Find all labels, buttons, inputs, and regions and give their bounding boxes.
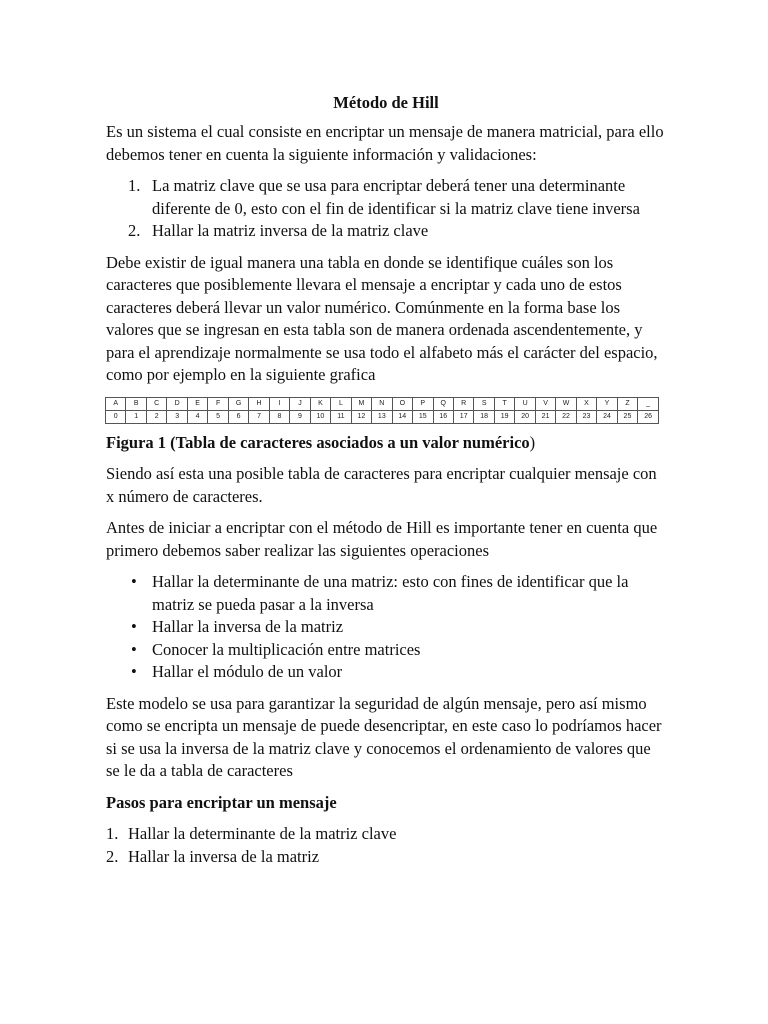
list-item-text: Hallar la determinante de una matriz: esto con fines de identificar que la matriz se pueda pasar a la inversa: [152, 572, 629, 614]
table-cell-letter: R: [453, 397, 473, 410]
document-title: Método de Hill: [333, 93, 439, 112]
table-cell-value: 1: [126, 410, 146, 423]
table-cell-value: 6: [228, 410, 248, 423]
table-cell-value: 21: [535, 410, 555, 423]
operations-list: [106, 571, 666, 684]
table-cell-letter: L: [331, 397, 351, 410]
list-item-text: Hallar la determinante de la matriz clave: [128, 824, 397, 843]
list-item: [106, 639, 666, 662]
table-cell-letter: _: [638, 397, 659, 410]
table-cell-letter: X: [576, 397, 596, 410]
table-cell-letter: O: [392, 397, 412, 410]
steps-heading: Pasos para encriptar un mensaje: [106, 792, 337, 812]
steps-list: [106, 823, 666, 868]
letters-row: [106, 397, 659, 410]
list-item-text: Hallar la inversa de la matriz: [128, 846, 320, 866]
list-item: [106, 661, 666, 684]
list-item: [106, 823, 666, 846]
table-cell-value: 14: [392, 410, 412, 423]
table-cell-value: 8: [269, 410, 289, 423]
list-item: [106, 220, 666, 243]
table-description-paragraph: Debe existir de igual manera una tabla en donde se identifique cuáles son los caracteres que posiblemente llevara el mensaje a encriptar y cada uno de estos caracteres deberá llevar un valor numérico. Comúnmente en la forma base los valores que se ingresan en esta tabla son de manera ordenada ascendentemente, y para el aprendizaje normalmente se usa todo el alfabeto más el carácter del espacio, como por ejemplo en la siguiente grafica: [106, 252, 658, 384]
bullet: •: [131, 662, 137, 681]
table-cell-letter: M: [351, 397, 371, 410]
table-cell-letter: C: [146, 397, 166, 410]
table-cell-letter: G: [228, 397, 248, 410]
table-cell-letter: K: [310, 397, 330, 410]
table-cell-letter: U: [515, 397, 535, 410]
values-row: [106, 410, 659, 423]
table-cell-value: 15: [413, 410, 433, 423]
table-cell-value: 12: [351, 410, 371, 423]
table-cell-value: 26: [638, 410, 659, 423]
table-cell-value: 5: [208, 410, 228, 423]
table-cell-value: 9: [290, 410, 310, 423]
table-cell-letter: V: [535, 397, 555, 410]
table-cell-value: 0: [106, 410, 126, 423]
list-item-text: Hallar el módulo de un valor: [152, 662, 343, 681]
security-paragraph: Este modelo se usa para garantizar la seguridad de algún mensaje, pero así mismo como se encripta un mensaje de puede desencriptar, en este caso lo podríamos hacer si se usa la inversa de la matriz clave y conocemos el ordenamiento de valores que se le da a tabla de caracteres: [106, 693, 662, 780]
list-number: 2.: [106, 846, 119, 866]
table-cell-letter: E: [187, 397, 207, 410]
table-cell-value: 19: [494, 410, 514, 423]
validations-list: [106, 175, 666, 243]
bullet: •: [131, 617, 137, 636]
table-cell-letter: H: [249, 397, 269, 410]
list-item-text: Conocer la multiplicación entre matrices: [152, 639, 421, 659]
table-cell-value: 25: [617, 410, 637, 423]
list-number: 1.: [128, 176, 141, 195]
table-cell-value: 10: [310, 410, 330, 423]
table-cell-letter: F: [208, 397, 228, 410]
table-cell-value: 7: [249, 410, 269, 423]
list-item: [106, 846, 666, 869]
list-number: 2.: [128, 221, 141, 240]
table-cell-value: 3: [167, 410, 187, 423]
after-figure-paragraph: Siendo así esta una posible tabla de caracteres para encriptar cualquier mensaje con x número de caracteres.: [106, 464, 657, 506]
list-item-text: La matriz clave que se usa para encriptar deberá tener una determinante diferente de 0, esto con el fin de identificar si la matriz clave tiene inversa: [152, 176, 640, 218]
list-item-text: Hallar la matriz inversa de la matriz clave: [152, 221, 429, 240]
table-cell-letter: Y: [597, 397, 617, 410]
table-cell-letter: D: [167, 397, 187, 410]
table-cell-letter: J: [290, 397, 310, 410]
table-cell-letter: Z: [617, 397, 637, 410]
list-item: [106, 571, 666, 616]
document-body: [106, 92, 666, 877]
table-cell-letter: Q: [433, 397, 453, 410]
table-cell-letter: A: [106, 397, 126, 410]
figure-text: (Tabla de caracteres asociados a un valor numérico: [170, 432, 530, 452]
table-cell-letter: N: [372, 397, 392, 410]
table-cell-value: 13: [372, 410, 392, 423]
table-cell-value: 2: [146, 410, 166, 423]
table-cell-value: 16: [433, 410, 453, 423]
table-cell-value: 20: [515, 410, 535, 423]
table-cell-letter: S: [474, 397, 494, 410]
list-item: [106, 616, 666, 639]
figure-close: ): [529, 432, 536, 452]
table-cell-value: 23: [576, 410, 596, 423]
list-item: [106, 175, 666, 220]
table-cell-value: 11: [331, 410, 351, 423]
figure-label: Figura 1: [106, 432, 167, 452]
table-cell-value: 4: [187, 410, 207, 423]
table-cell-value: 24: [597, 410, 617, 423]
table-cell-value: 18: [474, 410, 494, 423]
table-cell-value: 22: [556, 410, 576, 423]
list-item-text: Hallar la inversa de la matriz: [152, 617, 344, 636]
bullet: •: [131, 572, 137, 591]
table-cell-value: 17: [453, 410, 473, 423]
before-operations-paragraph: Antes de iniciar a encriptar con el método de Hill es importante tener en cuenta que primero debemos saber realizar las siguientes operaciones: [106, 518, 658, 560]
table-cell-letter: I: [269, 397, 289, 410]
character-value-table: [105, 397, 659, 424]
table-cell-letter: T: [494, 397, 514, 410]
list-number: 1.: [106, 824, 119, 843]
table-cell-letter: W: [556, 397, 576, 410]
intro-paragraph: Es un sistema el cual consiste en encriptar un mensaje de manera matricial, para ello debemos tener en cuenta la siguiente información y validaciones:: [106, 122, 664, 164]
table-cell-letter: P: [413, 397, 433, 410]
bullet: •: [131, 639, 137, 659]
figure-caption: [106, 432, 666, 455]
table-cell-letter: B: [126, 397, 146, 410]
